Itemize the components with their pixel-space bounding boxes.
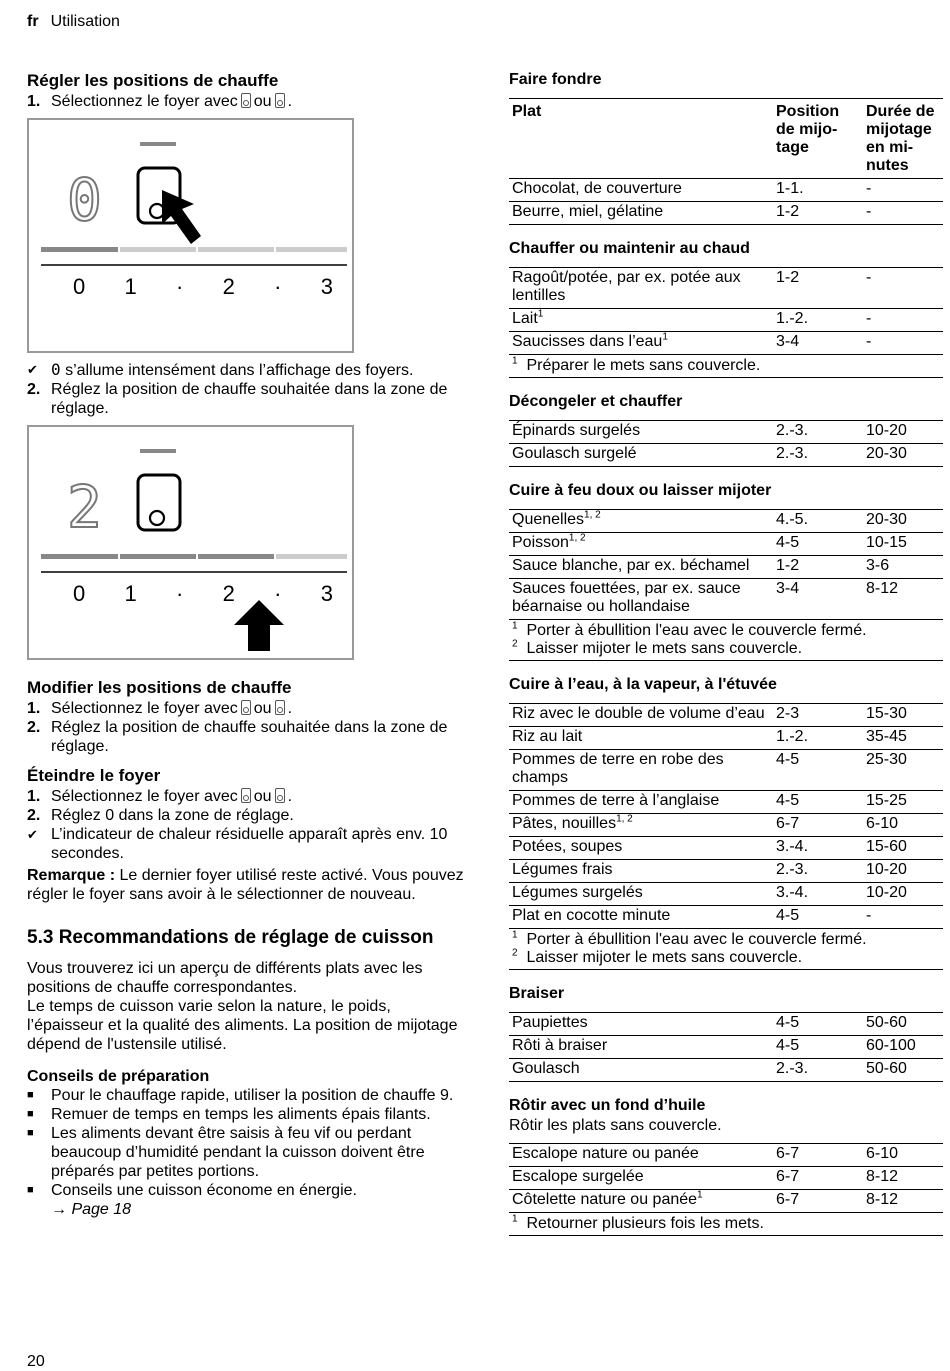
table-footnote: $^1$ Porter à ébullition l'eau avec le couvercle fermé. $^2$ Laisser mijoter le mets sans couvercle. xyxy=(509,929,943,970)
hob-small-icon xyxy=(241,700,251,715)
table-row: Sauce blanche, par ex. béchamel 1-2 3-6 xyxy=(509,556,943,579)
table-footnote: $^1$ Retourner plusieurs fois les mets. xyxy=(509,1213,943,1236)
scale-row-1: 0 1 · 2 · 3 xyxy=(73,274,333,299)
table-row: Légumes frais 2.-3. 10-20 xyxy=(509,860,943,883)
language-code: fr xyxy=(27,13,39,30)
table-title-braise: Braiser xyxy=(509,985,565,1002)
table-row: Pommes de terre en robe des champs 4-5 25-30 xyxy=(509,750,943,791)
tip-item: ■ Conseils une cuisson économe en énergie. → Page 18 xyxy=(27,1182,357,1218)
table-row: Saucisses dans l’eau$^1$ 3-4 - xyxy=(509,332,943,355)
table-row: Pommes de terre à l’anglaise 4-5 15-25 xyxy=(509,791,943,814)
panel2-digit: 2 xyxy=(67,473,102,541)
control-panel-1 xyxy=(27,118,354,353)
table-row: Chocolat, de couverture 1-1. - xyxy=(509,179,943,202)
table-row: Escalope surgelée 6-7 8-12 xyxy=(509,1167,943,1190)
table-footnote: $^1$ Préparer le mets sans couvercle. xyxy=(509,355,943,378)
mod-step-2: 2. Réglez la position de chauffe souhaitée dans la zone de réglage. xyxy=(27,719,448,755)
heading-eteindre: Éteindre le foyer xyxy=(27,766,161,785)
hob-small-icon xyxy=(241,93,251,108)
table-roast xyxy=(509,1143,943,1236)
table-title-heat: Chauffer ou maintenir au chaud xyxy=(509,240,750,257)
control-panel-2-graphic xyxy=(29,427,352,658)
table-row: Quenelles$^{1, 2}$ 4.-5. 20-30 xyxy=(509,510,943,533)
page-header xyxy=(27,12,120,31)
table-row: Riz au lait 1.-2. 35-45 xyxy=(509,727,943,750)
heading-regler: Régler les positions de chauffe xyxy=(27,71,279,90)
table-row: Beurre, miel, gélatine 1-2 - xyxy=(509,202,943,225)
table-footnote: $^1$ Porter à ébullition l'eau avec le couvercle fermé. $^2$ Laisser mijoter le mets sans couvercle. xyxy=(509,620,943,661)
table-braise xyxy=(509,1012,943,1082)
step-2: 2. Réglez la position de chauffe souhaitée dans la zone de réglage. xyxy=(27,381,448,417)
chapter-name: Utilisation xyxy=(50,13,120,30)
result-1: ✔ 0 s’allume intensément dans l’affichage des foyers. xyxy=(27,360,414,379)
control-panel-1-graphic xyxy=(29,120,352,351)
off-step-1: 1. Sélectionnez le foyer avec ou . xyxy=(27,788,293,805)
hob-small-icon xyxy=(241,788,251,803)
table-title-simmer: Cuire à feu doux ou laisser mijoter xyxy=(509,482,772,499)
table-title-melt: Faire fondre xyxy=(509,71,602,88)
table-title-roast: Rôtir avec un fond d’huile xyxy=(509,1097,706,1114)
hob-large-icon xyxy=(275,700,285,715)
intro-paragraph-1: Vous trouverez ici un aperçu de différents plats avec les positions de chauffe correspondantes. xyxy=(27,960,423,996)
hob-large-icon xyxy=(275,93,285,108)
off-result: ✔ L’indicateur de chaleur résiduelle apparaît après env. 10 secondes. xyxy=(27,826,448,862)
hob-large-icon xyxy=(275,788,285,803)
table-thaw xyxy=(509,420,943,467)
table-simmer xyxy=(509,509,943,661)
table-row: Rôti à braiser 4-5 60-100 xyxy=(509,1036,943,1059)
scale-row-2: 0 1 · 2 · 3 xyxy=(73,581,333,606)
panel1-digit: 0 xyxy=(67,166,102,234)
bullet-square-icon: ■ xyxy=(27,1127,34,1139)
table-header-row: Plat Position de mijo-tage Durée de mijotage en mi-nutes xyxy=(509,99,943,179)
control-panel-2 xyxy=(27,425,354,660)
table-heat xyxy=(509,267,943,378)
table-row: Goulasch 2.-3. 50-60 xyxy=(509,1059,943,1082)
table-subtitle-roast: Rôtir les plats sans couvercle. xyxy=(509,1117,722,1134)
table-melt xyxy=(509,98,943,225)
table-row: Sauces fouettées, par ex. sauce béarnaise ou hollandaise 3-4 8-12 xyxy=(509,579,943,620)
tip-item: ■ Remuer de temps en temps les aliments épais filants. xyxy=(27,1106,431,1123)
table-row: Potées, soupes 3.-4. 15-60 xyxy=(509,837,943,860)
remark: Remarque : Le dernier foyer utilisé reste activé. Vous pouvez régler le foyer sans avoir à le sélectionner de nouveau. xyxy=(27,867,464,903)
left-column xyxy=(27,70,467,1219)
check-icon: ✔ xyxy=(27,362,38,377)
right-column xyxy=(509,70,943,1236)
table-row: Lait$^1$ 1.-2. - xyxy=(509,309,943,332)
heading-modifier: Modifier les positions de chauffe xyxy=(27,678,292,697)
page-number: 20 xyxy=(27,1353,45,1370)
table-row: Côtelette nature ou panée$^1$ 6-7 8-12 xyxy=(509,1190,943,1213)
table-steam xyxy=(509,703,943,970)
table-title-steam: Cuire à l’eau, à la vapeur, à l'étuvée xyxy=(509,676,777,693)
check-icon: ✔ xyxy=(27,827,38,842)
bullet-square-icon: ■ xyxy=(27,1089,34,1101)
table-row: Paupiettes 4-5 50-60 xyxy=(509,1013,943,1036)
table-row: Pâtes, nouilles$^{1, 2}$ 6-7 6-10 xyxy=(509,814,943,837)
bullet-square-icon: ■ xyxy=(27,1184,34,1196)
intro-paragraph-2: Le temps de cuisson varie selon la nature, le poids, l’épaisseur et la qualité des aliments. La position de mijotage dépend de l'ustensile utilisé. xyxy=(27,998,458,1053)
off-step-2: 2. Réglez 0 dans la zone de réglage. xyxy=(27,807,294,824)
table-title-thaw: Décongeler et chauffer xyxy=(509,393,683,410)
tip-item: ■ Pour le chauffage rapide, utiliser la position de chauffe 9. xyxy=(27,1087,454,1104)
hob-select-icon xyxy=(138,475,180,530)
table-row: Riz avec le double de volume d’eau 2-3 15-30 xyxy=(509,704,943,727)
table-row: Épinards surgelés 2.-3. 10-20 xyxy=(509,421,943,444)
prep-heading: Conseils de préparation xyxy=(27,1068,210,1085)
table-row: Poisson$^{1, 2}$ 4-5 10-15 xyxy=(509,533,943,556)
table-row: Légumes surgelés 3.-4. 10-20 xyxy=(509,883,943,906)
table-row: Plat en cocotte minute 4-5 - xyxy=(509,906,943,929)
section-title: 5.3 Recommandations de réglage de cuisson xyxy=(27,927,434,948)
table-row: Goulasch surgelé 2.-3. 20-30 xyxy=(509,444,943,467)
tip-item: ■ Les aliments devant être saisis à feu vif ou perdant beaucoup d’humidité pendant la cuisson doivent être préparés par petites portions. xyxy=(27,1125,425,1180)
up-arrow-icon xyxy=(234,600,284,651)
table-row: Escalope nature ou panée 6-7 6-10 xyxy=(509,1144,943,1167)
bullet-square-icon: ■ xyxy=(27,1108,34,1120)
mod-step-1: 1. Sélectionnez le foyer avec ou . xyxy=(27,700,293,717)
step-1: 1. Sélectionnez le foyer avec ou . xyxy=(27,93,293,110)
table-row: Ragoût/potée, par ex. potée aux lentilles 1-2 - xyxy=(509,268,943,309)
page-reference-link[interactable]: → Page 18 xyxy=(51,1201,132,1218)
